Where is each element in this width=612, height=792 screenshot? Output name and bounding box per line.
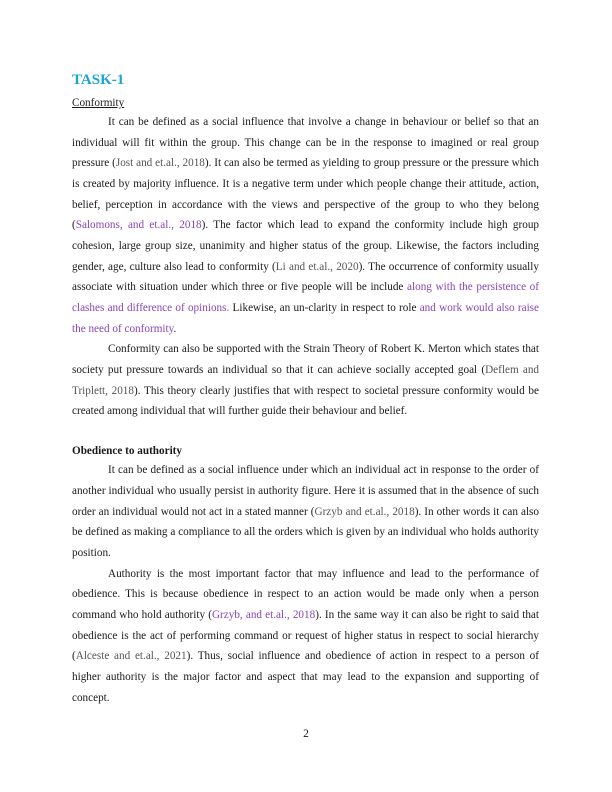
text-run: Conformity can also be supported with the Strain Theory of Robert K. Merton which states that society put pressure towards an individual so that it can achieve socially accepted goal (	[72, 343, 539, 376]
citation: Li and et.al., 2020	[275, 260, 359, 273]
text-run: ). This theory clearly justifies that with respect to societal pressure conformity would be created among individual that will further guide their behaviour and belief.	[72, 384, 539, 418]
section-title-conformity: Conformity	[72, 97, 125, 109]
citation: Grzyb and et.al., 2018	[314, 505, 415, 518]
citation: Alceste and et.al., 2021	[75, 650, 187, 663]
text-run: Authority is the most important factor that may influence and lead to the performance of obedience. This is because obedience in respect to an action would be made only when a person command who hold authority (	[72, 567, 539, 621]
highlighted-text: and work would also raise the need of conformity	[72, 301, 539, 335]
text-run: ). The occurrence of conformity usually associate with situation under which three or five people will be include	[72, 260, 539, 294]
section-gap	[72, 422, 539, 443]
paragraph-conformity-1	[72, 112, 539, 339]
task-heading: TASK-1	[72, 72, 125, 88]
page-number: 2	[303, 728, 309, 740]
page-content	[72, 70, 539, 708]
citation: Jost and et.al., 2018	[115, 157, 205, 170]
text-run: It can be defined as a social influence that involve a change in behaviour or belief so that an individual will fit within the group. This change can be in the response to imagined or real group pressure (	[72, 116, 539, 170]
text-run: ). In the same way it can also be right to said that obedience is the act of performing command or request of higher status in respect to social hierarchy (	[72, 608, 540, 663]
text-run: ). The factor which lead to expand the conformity include high group cohesion, large group size, unanimity and higher status of the group. Likewise, the factors including gender, age, culture also lead to conformity (	[72, 219, 540, 273]
highlighted-text: Grzyb, and et.al., 2018	[211, 608, 316, 621]
text-run: .	[173, 322, 177, 335]
highlighted-text: along with the persistence of clashes and difference of opinions.	[72, 281, 540, 314]
text-run: ). Thus, social influence and obedience of action in respect to a person of higher authority is the major factor and aspect that may lead to the expansion and supporting of concept.	[72, 650, 539, 704]
section-title-obedience: Obedience to authority	[72, 445, 183, 458]
text-run: It can be defined as a social influence under which an individual act in response to the order of another individual who usually persist in authority figure. Here it is assumed that in the absence of such order an individual would not act in a stated manner (	[72, 464, 539, 518]
paragraph-obedience-1	[72, 460, 539, 563]
text-run: ). It can also be termed as yielding to group pressure or the pressure which is created by majority influence. It is a negative term under which people change their attitude, action, belief, perception in accordance with the views and perspective of the group to who they belong (	[72, 157, 539, 232]
paragraph-obedience-2	[72, 564, 539, 709]
citation: Deflem and Triplett, 2018	[72, 363, 540, 397]
paragraph-conformity-2	[72, 339, 539, 422]
text-run: Likewise, an un-clarity in respect to role	[229, 301, 420, 314]
text-run: ). In other words it can also be defined as making a compliance to all the orders which is given by an individual who holds authority position.	[72, 505, 540, 559]
highlighted-text: Salomons, and et.al., 2018	[75, 219, 202, 232]
